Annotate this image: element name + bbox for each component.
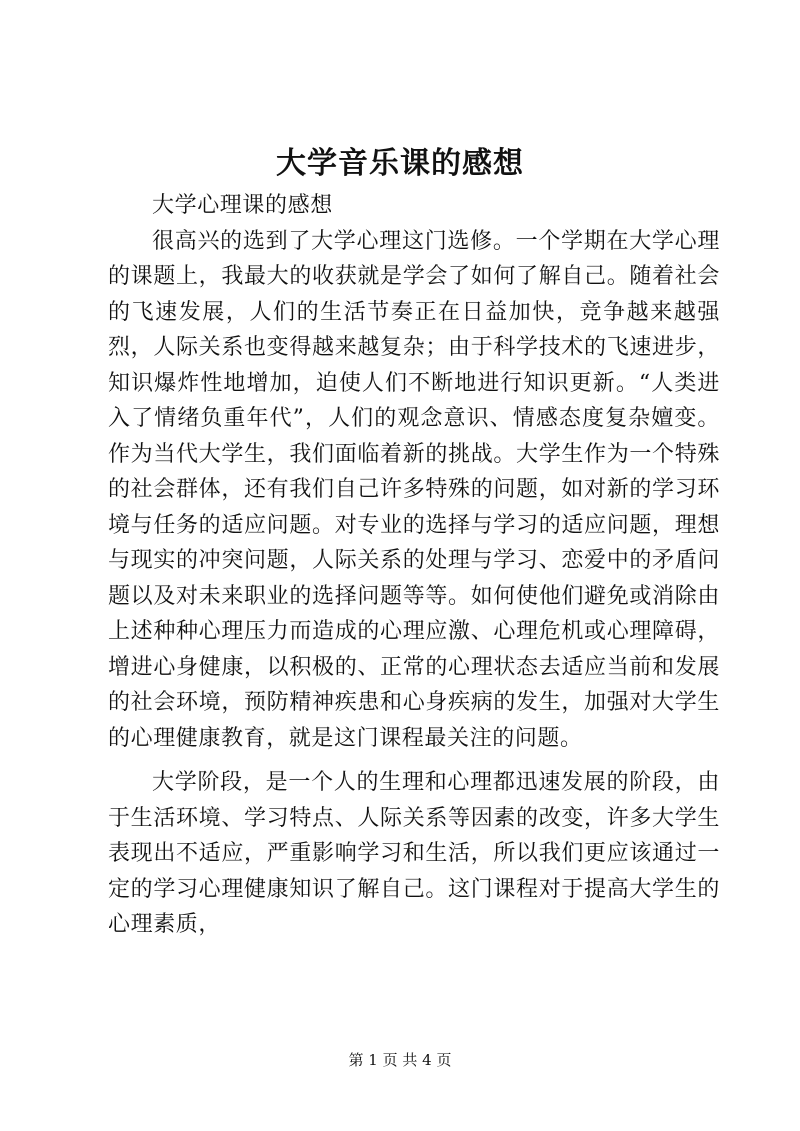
subtitle-paragraph: 大学心理课的感想 xyxy=(152,193,333,218)
page-footer: 第 1 页 共 4 页 xyxy=(348,1051,452,1069)
document-title: 大学音乐课的感想 xyxy=(276,146,524,181)
document-body xyxy=(108,188,720,943)
paragraph-2: 大学阶段，是一个人的生理和心理都迅速发展的阶段，由于生活环境、学习特点、人际关系等因素的改变，许多大学生表现出不适应，严重影响学习和生活，所以我们更应该通过一定的学习心理健康知识了解自己。这门课程对于提高大学生的心理素质， xyxy=(108,770,720,937)
paragraph-1: 很高兴的选到了大学心理这门选修。一个学期在大学心理的课题上，我最大的收获就是学会了如何了解自己。随着社会的飞速发展，人们的生活节奏正在日益加快，竞争越来越强烈，人际关系也变得越来越复杂；由于科学技术的飞速进步，知识爆炸性地增加，迫使人们不断地进行知识更新。“人类进入了情绪负重年代”，人们的观念意识、情感态度复杂嬗变。作为当代大学生，我们面临着新的挑战。大学生作为一个特殊的社会群体，还有我们自己许多特殊的问题，如对新的学习环境与任务的适应问题。对专业的选择与学习的适应问题，理想与现实的冲突问题，人际关系的处理与学习、恋爱中的矛盾问题以及对未来职业的选择问题等等。如何使他们避免或消除由上述种种心理压力而造成的心理应激、心理危机或心理障碍，增进心身健康，以积极的、正常的心理状态去适应当前和发展的社会环境，预防精神疾患和心身疾病的发生，加强对大学生的心理健康教育，就是这门课程最关注的问题。 xyxy=(108,228,720,751)
